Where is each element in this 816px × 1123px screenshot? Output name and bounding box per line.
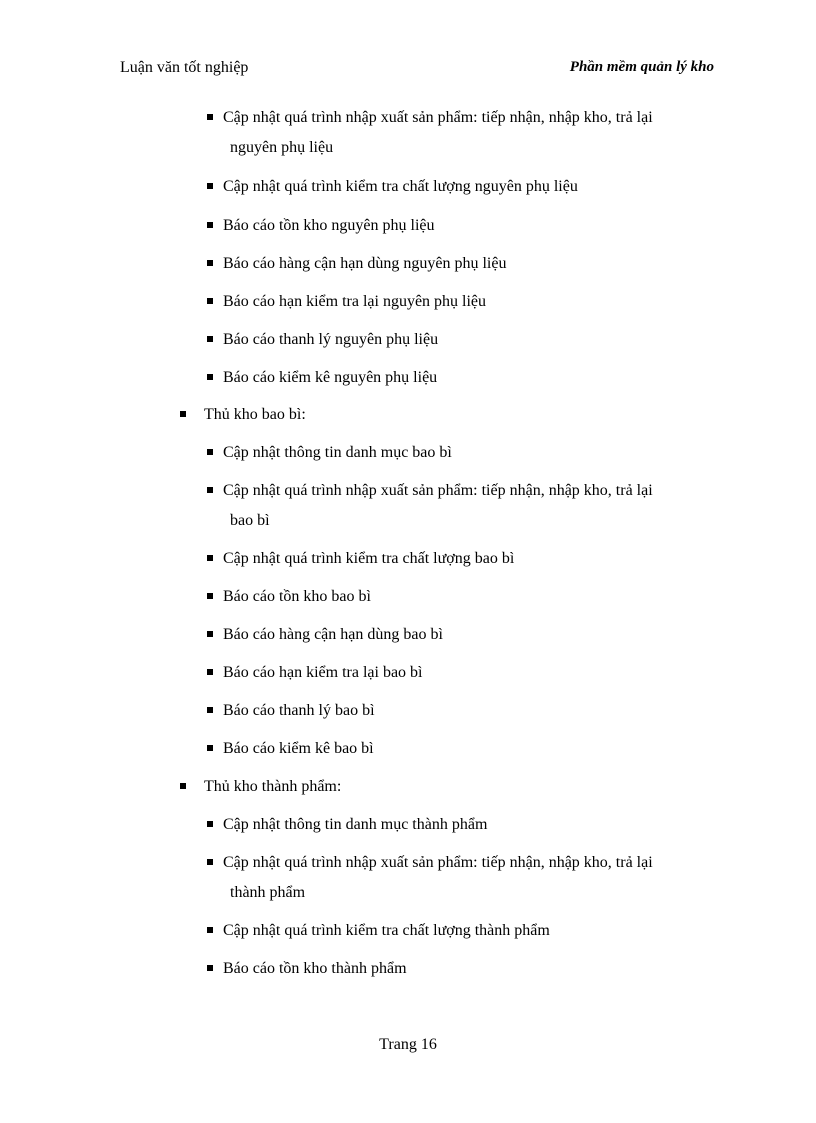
square-bullet-icon	[207, 114, 213, 120]
list-item	[207, 658, 718, 688]
square-bullet-icon	[207, 487, 213, 493]
section-list-item	[178, 772, 718, 802]
list-item-text: Cập nhật quá trình kiểm tra chất lượng bao bì	[223, 550, 515, 567]
list-item-text: Cập nhật thông tin danh mục bao bì	[223, 444, 452, 461]
list-item	[207, 476, 718, 536]
square-bullet-icon	[207, 593, 213, 599]
square-bullet-icon	[207, 631, 213, 637]
list-item	[207, 544, 718, 574]
list-item	[207, 620, 718, 650]
page-header	[120, 59, 714, 83]
list-item-text: Báo cáo thanh lý bao bì	[223, 702, 375, 719]
list-item-text: Báo cáo hàng cận hạn dùng nguyên phụ liệu	[223, 255, 507, 272]
list-item-text: Cập nhật quá trình kiểm tra chất lượng nguyên phụ liệu	[223, 178, 578, 195]
square-bullet-icon	[207, 669, 213, 675]
list-item	[207, 438, 718, 468]
list-item	[207, 287, 718, 317]
list-item-text: Cập nhật thông tin danh mục thành phẩm	[223, 816, 488, 833]
list-item-text: Báo cáo kiểm kê nguyên phụ liệu	[223, 369, 438, 386]
list-item	[207, 810, 718, 840]
list-item	[207, 325, 718, 355]
square-bullet-icon	[207, 707, 213, 713]
list-item-text: Cập nhật quá trình nhập xuất sản phẩm: tiếp nhận, nhập kho, trả lại	[223, 109, 653, 126]
square-bullet-icon	[207, 555, 213, 561]
list-item-text: Báo cáo hạn kiểm tra lại nguyên phụ liệu	[223, 293, 487, 310]
square-bullet-icon	[207, 222, 213, 228]
document-title: Luận văn tốt nghiệp	[120, 59, 249, 76]
square-bullet-icon	[207, 859, 213, 865]
list-item-text: Thủ kho bao bì:	[204, 406, 306, 423]
list-item	[207, 696, 718, 726]
square-bullet-icon	[207, 336, 213, 342]
list-item	[207, 103, 718, 163]
list-item-text: Báo cáo tồn kho nguyên phụ liệu	[223, 217, 435, 234]
square-bullet-icon	[180, 783, 186, 789]
list-item	[207, 582, 718, 612]
square-bullet-icon	[207, 260, 213, 266]
list-item-continuation: bao bì	[230, 512, 270, 529]
list-item	[207, 734, 718, 764]
list-item	[207, 363, 718, 393]
list-item-text: Cập nhật quá trình nhập xuất sản phẩm: tiếp nhận, nhập kho, trả lại	[223, 482, 653, 499]
list-item-text: Báo cáo thanh lý nguyên phụ liệu	[223, 331, 439, 348]
section-list-item	[178, 400, 718, 430]
list-item-continuation: nguyên phụ liệu	[230, 139, 334, 156]
list-item-continuation: thành phẩm	[230, 884, 306, 901]
square-bullet-icon	[207, 965, 213, 971]
list-item-text: Báo cáo hàng cận hạn dùng bao bì	[223, 626, 443, 643]
list-item-text: Cập nhật quá trình nhập xuất sản phẩm: tiếp nhận, nhập kho, trả lại	[223, 854, 653, 871]
list-item	[207, 172, 718, 202]
list-item-text: Báo cáo tồn kho bao bì	[223, 588, 371, 605]
list-item-text: Báo cáo tồn kho thành phẩm	[223, 960, 407, 977]
list-item	[207, 249, 718, 279]
list-item	[207, 916, 718, 946]
square-bullet-icon	[207, 821, 213, 827]
list-item-text: Báo cáo hạn kiểm tra lại bao bì	[223, 664, 423, 681]
list-item-text: Thủ kho thành phẩm:	[204, 778, 342, 795]
page-number: Trang 16	[379, 1036, 437, 1053]
square-bullet-icon	[207, 183, 213, 189]
section-title: Phần mềm quản lý kho	[569, 59, 714, 75]
square-bullet-icon	[207, 298, 213, 304]
list-item	[207, 211, 718, 241]
list-item-text: Cập nhật quá trình kiểm tra chất lượng thành phẩm	[223, 922, 550, 939]
list-item-text: Báo cáo kiểm kê bao bì	[223, 740, 374, 757]
square-bullet-icon	[207, 745, 213, 751]
square-bullet-icon	[180, 411, 186, 417]
square-bullet-icon	[207, 449, 213, 455]
square-bullet-icon	[207, 927, 213, 933]
list-item	[207, 848, 718, 908]
list-item	[207, 954, 718, 984]
square-bullet-icon	[207, 374, 213, 380]
